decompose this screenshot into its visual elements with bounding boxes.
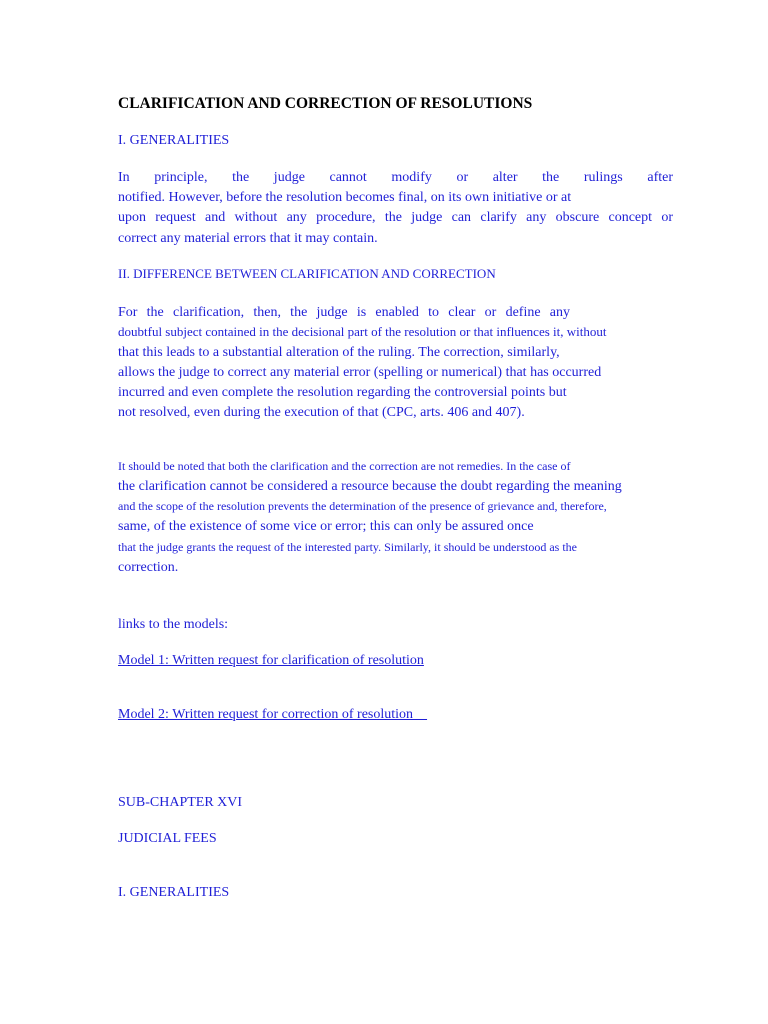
paragraph-line: correct any material errors that it may contain. [118, 231, 378, 246]
model-1-link[interactable]: Model 1: Written request for clarification of resolution [118, 653, 424, 668]
paragraph-line: incurred and even complete the resolution regarding the controversial points but [118, 385, 567, 400]
note-line: It should be noted that both the clarification and the correction are not remedies. In the case of [118, 459, 571, 473]
paragraph-line: upon request and without any procedure, the judge can clarify any obscure concept or [118, 210, 673, 225]
subchapter-title: JUDICIAL FEES [118, 831, 217, 846]
note-line: same, of the existence of some vice or error; this can only be assured once [118, 519, 534, 534]
note-line: that the judge grants the request of the interested party. Similarly, it should be understood as the [118, 540, 577, 554]
section-heading-generalities-2: I. GENERALITIES [118, 885, 230, 900]
document-title: CLARIFICATION AND CORRECTION OF RESOLUTIONS [118, 95, 533, 112]
note-line: the clarification cannot be considered a resource because the doubt regarding the meaning [118, 479, 622, 494]
paragraph-line: that this leads to a substantial alteration of the ruling. The correction, similarly, [118, 345, 560, 360]
paragraph-line: allows the judge to correct any material error (spelling or numerical) that has occurred [118, 365, 602, 380]
section-heading-difference: II. DIFFERENCE BETWEEN CLARIFICATION AND CORRECTION [118, 266, 496, 281]
paragraph-line: For the clarification, then, the judge is enabled to clear or define any [118, 305, 570, 320]
paragraph-line: In principle, the judge cannot modify or alter the rulings after [118, 170, 673, 185]
links-intro: links to the models: [118, 617, 229, 632]
note-line: correction. [118, 560, 179, 575]
note-line: and the scope of the resolution prevents the determination of the presence of grievance and, therefore, [118, 499, 607, 513]
subchapter-label: SUB-CHAPTER XVI [118, 795, 243, 810]
paragraph-line: not resolved, even during the execution of that (CPC, arts. 406 and 407). [118, 405, 525, 420]
model-2-link[interactable]: Model 2: Written request for correction of resolution [118, 707, 428, 722]
paragraph-line: notified. However, before the resolution becomes final, on its own initiative or at [118, 190, 572, 205]
section-heading-generalities: I. GENERALITIES [118, 133, 230, 148]
paragraph-line: doubtful subject contained in the decisional part of the resolution or that influences it, without [118, 324, 607, 339]
